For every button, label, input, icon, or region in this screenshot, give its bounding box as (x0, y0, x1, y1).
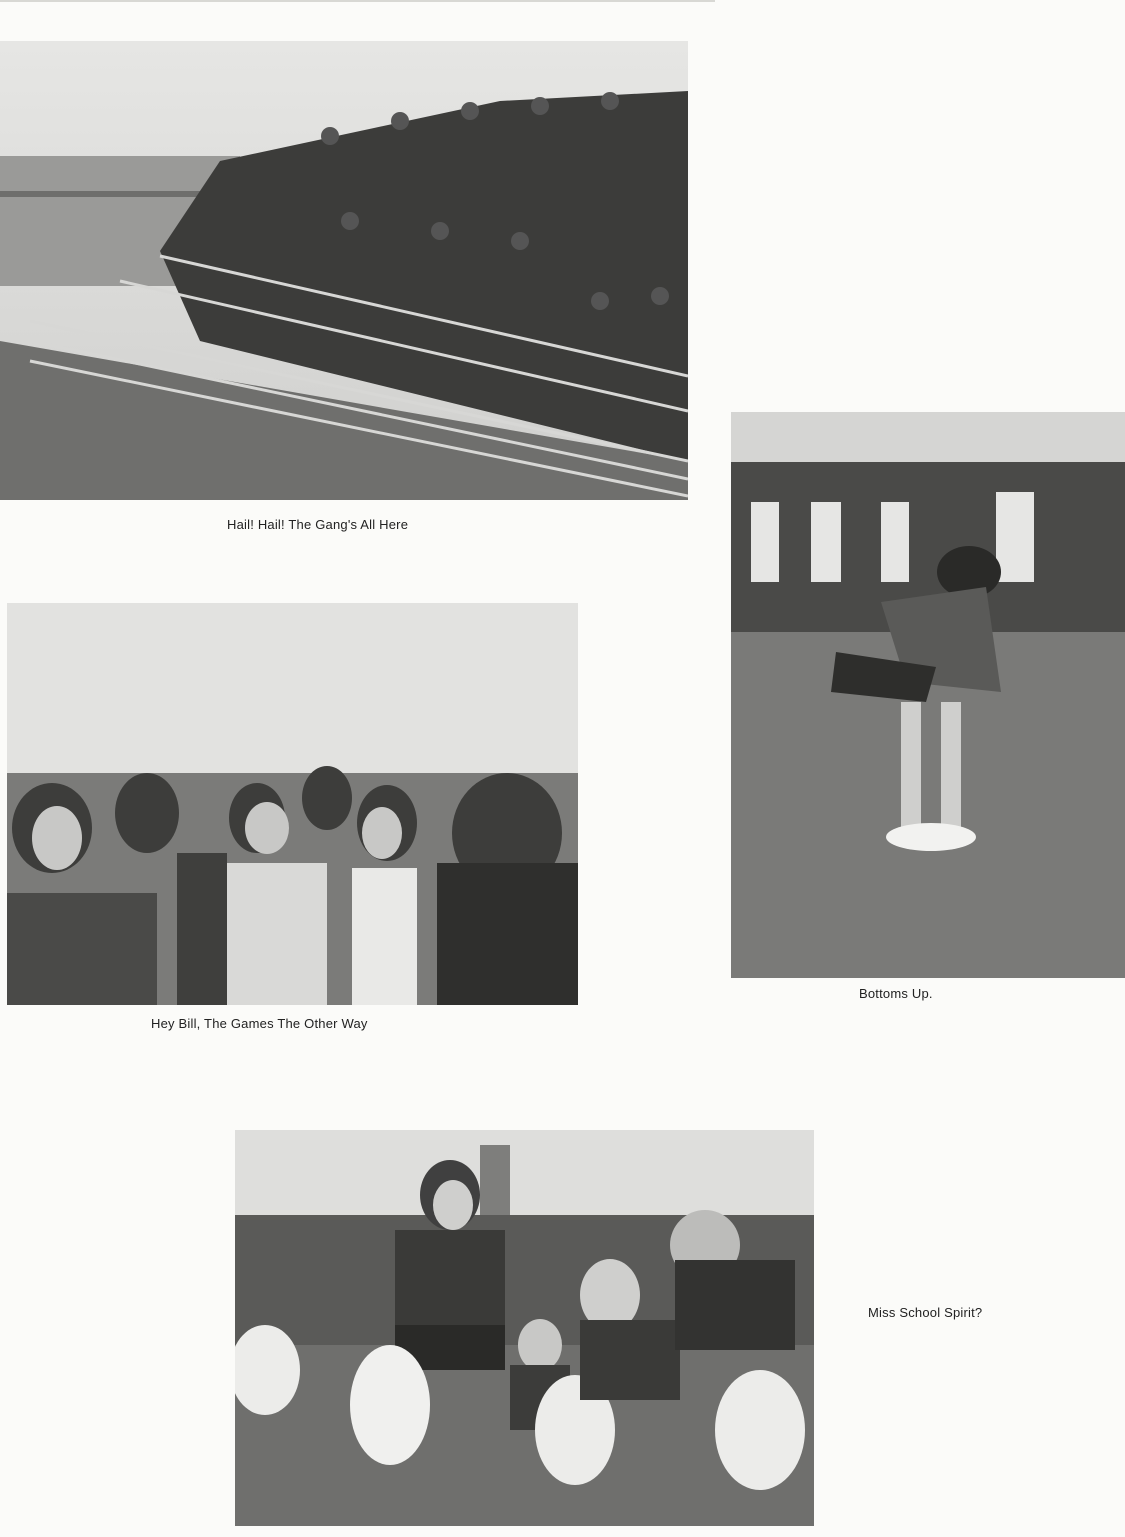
crowd-caption: Hey Bill, The Games The Other Way (151, 1016, 368, 1031)
cheerleaders-photo (235, 1130, 814, 1526)
bleachers-caption: Hail! Hail! The Gang's All Here (227, 517, 409, 532)
bleachers-photo (0, 41, 688, 500)
sidelines-photo (731, 412, 1125, 978)
page-edge-line (0, 0, 715, 2)
cheerleaders-caption: Miss School Spirit? (868, 1305, 983, 1320)
sidelines-caption: Bottoms Up. (859, 986, 933, 1001)
crowd-photo (7, 603, 578, 1005)
